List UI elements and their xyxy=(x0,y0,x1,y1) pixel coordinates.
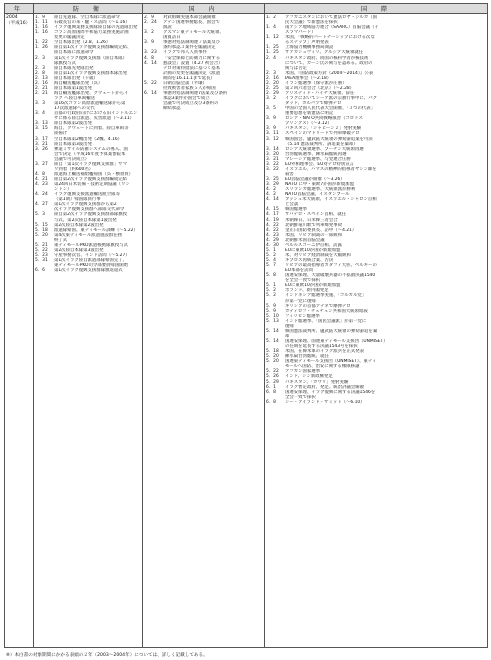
defense-event-text: 第1次イラク復興支援群隊旗返還式 xyxy=(54,268,123,274)
international-event-text: EU外相理事会、EU対テロ特別宣言 xyxy=(285,161,355,167)
domestic-event-text: 事態対処法制関連７法案及び xyxy=(163,40,221,46)
domestic-event-date: 3．23 xyxy=(144,50,157,56)
international-event-text: 民大会議）で新憲法を採択 xyxy=(285,20,338,26)
defense-event-text: ザに係る陸自派遣、災害派遣（～3.11） xyxy=(54,116,135,122)
defense-event-text: 陸自本隊先発隊出発 xyxy=(54,65,94,71)
international-event-text: ベルルスコーニ伊首相、訪露 xyxy=(285,242,342,248)
international-event-text: インド、シン新政権発足 xyxy=(285,374,333,380)
header-domestic: 国 内 xyxy=(143,4,265,14)
defense-event-date: 5．23 xyxy=(35,252,48,258)
defense-event-date: 1．22 xyxy=(35,40,48,46)
international-event-text: カディロフ・チェチェン共和国大統領暗殺 xyxy=(285,308,368,314)
international-event-date: 2．29 xyxy=(266,90,279,96)
international-event-date: 5．8 xyxy=(266,273,276,279)
defense-event-text: 東ティモールPKO派遣根拠隊旗授与式 xyxy=(54,242,128,248)
international-event-date: 5．7 xyxy=(266,263,276,269)
defense-events xyxy=(35,15,141,273)
international-event-date: 5．20 xyxy=(266,354,279,360)
defense-event-text: 第2次陸自本隊第2波出発 xyxy=(54,222,104,228)
international-event-date: 2．16 xyxy=(266,75,279,81)
defense-event-date: 2．21 xyxy=(35,90,48,96)
international-event-date: 5．14 xyxy=(266,339,279,344)
header-defense: 防 衛 xyxy=(34,4,143,14)
international-event-text: 中国の全国人民代表大会開催、「３つの代表」 xyxy=(285,106,376,112)
international-event-date: 5．2 xyxy=(266,252,276,258)
domestic-event-date: 2．9 xyxy=(144,15,154,20)
defense-event-text: 陸自第1次イラク復興支援群編成完結、 xyxy=(54,45,132,51)
defense-event-text: 第16次ゴラン高原派遣輸送隊から第 xyxy=(54,101,126,107)
international-event-date: 4．19 xyxy=(266,217,279,223)
international-event-date: 6．8 xyxy=(266,389,276,395)
international-event-text: パキスタン、「ガウリ」発射実験 xyxy=(285,379,349,385)
defense-event-text: 弾道ミサイル防衛システムの導入、国 xyxy=(54,146,128,152)
international-event-date: 1．12 xyxy=(266,35,279,41)
defense-event-date: 5．15 xyxy=(35,222,48,228)
international-event-text: マレーシア総選挙、与党連合圧勝 xyxy=(285,156,351,162)
international-event-date: 3．9 xyxy=(266,116,276,122)
defense-event-text: 派遣海上輸送補給艦帰国（呉・横須賀） xyxy=(54,171,134,177)
defense-event-date: 2．8 xyxy=(35,70,45,76)
international-event-text: 北朝鮮米国首脳会議 xyxy=(285,237,325,243)
international-event-date: 3．22 xyxy=(266,161,279,167)
international-event-text: ブッシュ米大統領、イスラエル・シャロン首相 xyxy=(285,197,377,203)
domestic-event-date: 4．14 xyxy=(144,60,157,66)
defense-event-text: 隊旗授与式 xyxy=(54,60,76,66)
international-event-date: 4．14 xyxy=(266,197,279,203)
international-event-text: NATO首脳会議、イスタンブール xyxy=(285,192,350,198)
international-event-date: 5．18 xyxy=(266,349,279,355)
international-event-text: モールへ国防、治安に関する権限移譲 xyxy=(285,364,360,370)
international-event-text: 上海協力機構事務局開設 xyxy=(285,45,334,51)
international-event-text: 米国、「戦略的パートナーシップにおける次な xyxy=(285,35,375,41)
international-event-text: アリスティド・ハイチ大統領、辞任 xyxy=(285,90,355,96)
international-event-date: 4．2 xyxy=(266,192,276,198)
year-cell xyxy=(5,14,34,648)
international-event-date: 4．2 xyxy=(266,187,276,193)
domestic-event-text: 条約承認３案件を閣議決定 xyxy=(163,45,216,51)
defense-event-text: イラク復興支援派遣輸送航空隊等 xyxy=(54,192,120,198)
defense-event-text: 第2次陸自本隊第3波出発 xyxy=(54,247,104,253)
defense-event-text: 第1次イラク陸自派遣部隊帰国完了、 xyxy=(54,258,128,263)
international-event-text: イラクにおいてシーア派の宗教行事中に、バグ xyxy=(285,96,377,101)
international-event-text: 却 xyxy=(285,333,290,339)
international-event-date: 5．10 xyxy=(266,313,279,319)
domestic-cell xyxy=(143,14,265,648)
international-event-text: 第２回六者会合（北京）（～2.28） xyxy=(285,85,355,91)
defense-event-date: 1．16 xyxy=(35,30,48,36)
international-event-text: 全会一致で採択 xyxy=(285,394,316,400)
defense-event-text: 派遣隊帰国、東ティモール訓練（～5.22） xyxy=(54,227,138,233)
defense-event-text: 17次派遣隊への交代 xyxy=(54,106,95,112)
international-event-text: 韓国総選挙 xyxy=(285,207,307,213)
domestic-event-text: 締結承認 xyxy=(163,106,181,112)
domestic-event-date xyxy=(144,106,163,111)
international-event-text: スリランカ総選挙、大統領派が勝利 xyxy=(285,187,356,193)
defense-event-date: 3．13 xyxy=(35,121,48,127)
international-event-date: 3．12 xyxy=(266,136,279,142)
international-event-text: イスラエル、ハマスの精神的指導者ヤシン師を xyxy=(285,166,377,172)
defense-event-text: 陸自本隊第3波出発 xyxy=(54,141,92,147)
international-event-date: 3．9 xyxy=(266,126,276,132)
defense-event-date: 2．21 xyxy=(35,85,48,91)
international-event-date: 1．4 xyxy=(266,25,276,31)
international-event-text: EUに東欧10か国が新規加盟 xyxy=(285,283,341,289)
international-event-date: 4．22 xyxy=(266,222,279,228)
international-event-text: 金正日国防委員長、訪中（～4.21） xyxy=(285,227,357,233)
international-event-text: EUに東欧10か国が新規加盟 xyxy=(285,247,341,253)
defense-event-text: 第24回日米装備・技術定期協議（ワシ xyxy=(54,182,130,188)
domestic-event-text: 「安全保障と防衛力に関する xyxy=(163,55,221,61)
defense-event-date: 3．15 xyxy=(35,126,48,132)
international-event-text: 北朝鮮竜川駅で列車爆発事故 xyxy=(285,222,343,228)
defense-event-date: 4．27 xyxy=(35,202,48,208)
international-event-text: キプロス再統合案、否決 xyxy=(285,258,334,263)
international-event-text: スラマバード） xyxy=(285,30,316,36)
international-event-text: 米、対リビア経済制裁を大幅緩和 xyxy=(285,252,351,258)
international-event-date: 3．2 xyxy=(266,96,276,101)
defense-event-text: 第4次東ティモール派遣施設群任務 xyxy=(54,232,123,238)
international-event-text: を全会一致で採択 xyxy=(285,278,321,284)
international-event-text: リビアの最高指導者カダフィ大佐、ベルギーの xyxy=(285,263,377,269)
international-event-text: （5.14 憲法裁判所、訴追案を棄却） xyxy=(285,141,358,147)
defense-event-date: 3．3 xyxy=(35,101,45,107)
domestic-event-text: 拉致被害者家族５人が帰国 xyxy=(163,85,216,91)
international-event-text: イラン総選挙（保守派が圧勝） xyxy=(285,80,347,86)
international-event-text: IAEA理事会（～2.18） xyxy=(285,75,332,81)
international-event-date: 5．4 xyxy=(266,258,276,263)
international-event-text: パキスタン、「シャヒーン２」発射実験 xyxy=(285,126,362,132)
international-event-text: 米国、リビア制裁の一部緩和 xyxy=(285,232,343,238)
defense-event-date: 5．22 xyxy=(35,247,48,253)
domestic-event-date: 5．22 xyxy=(144,80,157,86)
international-event-text: ロシア大統領選挙、プーチン大統領再選 xyxy=(285,146,364,152)
international-event-text: 復帰 xyxy=(285,323,294,329)
defense-event-date: 1．11 xyxy=(35,20,48,26)
defense-event-date: 4．21 xyxy=(35,177,48,182)
international-event-text: フィリピン総選挙 xyxy=(285,313,320,319)
international-event-date: 1．2 xyxy=(266,15,276,20)
international-event-text: が第一党に復帰 xyxy=(285,298,316,304)
international-event-text: サアカシュヴィリ、グルジア大統領就任 xyxy=(285,50,364,56)
international-event-date: 5．9 xyxy=(266,303,276,309)
defense-event-text: 陸自本隊に派遣命令 xyxy=(54,50,94,56)
defense-event-date: 2．16 xyxy=(35,80,48,86)
international-event-date: 3．22 xyxy=(266,166,279,172)
international-event-text: アフガニスタンにおいて憲法ロヤ・ジルガ（国 xyxy=(285,15,378,20)
international-event-date: 5．1 xyxy=(266,283,276,289)
international-event-text: 重要思想を新憲法に明記 xyxy=(285,111,334,117)
defense-event-date: 4．8 xyxy=(35,171,45,177)
international-event-text: シー・アイランド・サミット（～6.10） xyxy=(285,399,365,405)
international-event-text: EU本部を訪問 xyxy=(285,268,313,274)
defense-event-text: 首都の行政府向けにおける旧イントルエン xyxy=(54,111,138,117)
international-event-text: NATO に中・東欧7か国が新規加盟 xyxy=(285,182,354,188)
international-event-text: ロシア・NATO共同戦略演習（コロドス xyxy=(285,116,363,122)
defense-event-text: ゴラン高原国際平和協力業務実施計画 xyxy=(54,30,129,36)
international-event-text: 米国、『国防政策方針（2004～2014）』公表 xyxy=(285,70,374,76)
international-event-date: 5．20 xyxy=(266,359,279,365)
year-label: 2004 xyxy=(6,15,18,20)
defense-event-text: 陸自本隊出発（千歳） xyxy=(54,75,98,81)
defense-event-text: 会議で可決成立） xyxy=(54,156,90,162)
defense-event-text: 海自、クウェートに到着、陸自車両等 xyxy=(54,126,129,132)
defense-event-text: 石破長官の来・騒・ス訪問（～1.16） xyxy=(54,20,130,26)
year-row xyxy=(5,14,488,648)
international-event-text: ボランド、新内閣発足 xyxy=(285,288,329,294)
defense-event-text: 与式、第2次陸自本隊第1波出発 xyxy=(54,217,117,223)
defense-event-date: 3．17 xyxy=(35,136,48,142)
international-event-date: 3．14 xyxy=(266,146,279,152)
defense-event-text: 海自輸送艦隊出発（呉） xyxy=(54,80,103,86)
domestic-event-text: 承認3案件が国会で成立 xyxy=(163,96,210,101)
defense-event-date: 1．26 xyxy=(35,45,48,51)
defense-event-date: 4．24 xyxy=(35,192,48,198)
international-event-text: 関与は否定 xyxy=(285,65,307,71)
international-event-date: 3．25 xyxy=(266,177,279,182)
domestic-event-text: 日朝首脳会談（平壌） xyxy=(163,80,207,86)
defense-event-text: 次イラク復興支援群へ部隊交代命令 xyxy=(54,207,125,213)
header-year: 年 xyxy=(5,4,34,14)
international-event-date: 3．20 xyxy=(266,151,279,157)
international-event-date: 5．14 xyxy=(266,328,279,334)
domestic-event-text: 演説 xyxy=(163,25,172,31)
international-event-date: 3．29 xyxy=(266,182,279,188)
international-event-text: について、カーン氏の関与を認める。政府の xyxy=(285,60,373,66)
international-event-text: 殺害 xyxy=(285,171,294,177)
domestic-events xyxy=(144,15,263,111)
defense-event-text: 陸自第2次イラク復興支援群部隊旗授 xyxy=(54,212,128,218)
international-event-text: インドネシア総選挙実施、「ゴルカル党」 xyxy=(285,293,367,299)
international-event-text: 国連安保理、大量破壊兵器の不拡散決議1540 xyxy=(285,273,376,279)
defense-event-text: 空自本隊第2機出発（2機、4.16） xyxy=(54,136,123,142)
domestic-event-text: 計画の変更を閣議決定（派遣 xyxy=(163,70,221,76)
defense-event-date: 3．26 xyxy=(35,146,48,152)
defense-cell xyxy=(34,14,143,648)
international-event-date: 4．22 xyxy=(266,227,279,233)
defense-event-text: 陸自本隊第2波出発 xyxy=(54,121,92,127)
defense-event-text: ントン） xyxy=(54,187,72,193)
international-event-date: 2．20 xyxy=(266,80,279,86)
international-event-text: 韓国国会、盧武鉉大統領の弾劾訴追案を可決 xyxy=(285,136,373,142)
domestic-event-text: 国賓訪日 xyxy=(163,35,181,41)
domestic-event-text: グズマン東ティモール大統領、 xyxy=(163,30,224,36)
domestic-event-text: 事態対処法制関連7法案及び条約 xyxy=(163,90,228,96)
international-event-text: スペインのマドリードで列車爆破テロ xyxy=(285,131,360,137)
international-event-date: 3．5 xyxy=(266,106,276,112)
international-event-text: 国連安保理、イラク復興に関する決議1546を xyxy=(285,389,376,395)
defense-event-text: ラク へ陸自車両輸送 xyxy=(54,96,95,101)
defense-event-text: 陸自第1次イラク復興支援群本隊出発 xyxy=(54,70,128,76)
international-event-date: 1．25 xyxy=(266,45,279,51)
international-event-text: ダッド、カルバラで爆弾テロ xyxy=(285,101,342,107)
defense-event-text: イラク復興業務支援隊陸自隊の先遣隊出発 xyxy=(54,25,138,31)
domestic-event-text: 会議で可決成立及び3条約の xyxy=(163,101,219,107)
defense-event-date: 3．27 xyxy=(35,161,48,167)
international-event-text: 米朝韓日、日米韓三者会合 xyxy=(285,217,338,223)
international-event-text: 韓国憲法裁判所、盧武鉉大統領の弾劾訴追を棄 xyxy=(285,328,378,334)
defense-event-date: 1．16 xyxy=(35,25,48,31)
footnote: ※）本白書の対象期間にかかる表頭の２年（2003～2004年）については、詳しく記載してある。 xyxy=(6,653,208,658)
defense-event-date: 2．3 xyxy=(35,65,45,71)
defense-event-text: 終了式 xyxy=(54,237,68,243)
international-event-text: 陳水扁台湾総統、就任 xyxy=(285,354,329,360)
international-event-date: 3．11 xyxy=(266,131,279,137)
defense-event-text: 東ティモールPKO司令部要員帰国開始 xyxy=(54,263,128,269)
international-event-date: 3．21 xyxy=(266,156,279,162)
international-event-text: サパテロ・スペイン首相、就任 xyxy=(285,212,347,218)
defense-event-text: 陸自本隊第1波出発 xyxy=(54,85,92,91)
international-event-date: 6．1 xyxy=(266,384,276,390)
international-event-date: 5．9 xyxy=(266,308,276,314)
defense-event-text: 第1次イラク復興支援群（陸自本隊） xyxy=(54,55,128,61)
international-event-date: 5．2 xyxy=(266,293,276,299)
domestic-event-text: 懇談会」設置（4.27 初会合） xyxy=(163,60,223,66)
defense-event-text: 第1次イラク復興支援群から第2 xyxy=(54,202,117,208)
international-event-date: 5．2 xyxy=(266,288,276,294)
defense-event-date: 2．13 xyxy=(35,75,48,81)
header-international: 国 際 xyxy=(265,4,488,14)
international-event-date: 1．25 xyxy=(266,50,279,56)
defense-event-date: 5．20 xyxy=(35,232,48,238)
defense-event-text: 空自本隊出発（2.8、1.26） xyxy=(54,40,111,46)
defense-event-date: 6．6 xyxy=(35,268,45,274)
international-event-text: パキスタン政府、同国の核科学者が核技術 xyxy=(285,55,369,61)
domestic-event-date: 3．9 xyxy=(144,40,154,46)
domestic-event-text: アテン国連事務総長、国会で xyxy=(163,20,220,26)
domestic-event-text: 期間を16.11.1まで延長） xyxy=(163,75,215,81)
domestic-event-text: テロ対策特措法に基づく基本 xyxy=(163,65,221,71)
defense-event-date: 3．4 xyxy=(35,111,45,117)
international-event-text: プリングス）（～3.12） xyxy=(285,121,332,127)
international-event-text: 南アジア地域協力連合（SAARC）首脳会議（イ xyxy=(285,25,379,31)
international-event-text: EU首脳会議が開催（～3.26） xyxy=(285,177,345,182)
defense-event-text: ワ到着（約600名） xyxy=(54,166,94,172)
domestic-event-date: 3．2 xyxy=(144,30,154,36)
defense-event-text: 陸揚げ xyxy=(54,131,68,137)
international-event-text: 国連東ティモール支援団（UNMISET）、東ティ xyxy=(285,359,377,365)
international-event-date: 2．3 xyxy=(266,70,276,76)
chronology-table xyxy=(4,3,488,648)
defense-event-text: （第1期）帰国隊員行事 xyxy=(54,197,101,203)
international-event-text: 台湾総統選挙、陳水扁総統再選 xyxy=(285,151,347,157)
international-event-date: 4．29 xyxy=(266,237,279,243)
defense-event-date: 3．21 xyxy=(35,141,48,147)
defense-event-text: 陸自「第1次イラク復興支援群」サマ xyxy=(54,161,128,167)
defense-event-text: 陸自第2次イラク復興支援群編成完結 xyxy=(54,177,128,182)
defense-event-date: 4．23 xyxy=(35,182,48,188)
header-row xyxy=(5,4,488,14)
international-event-text: ギリシアの首都アテネで爆弾テロ xyxy=(285,303,351,309)
international-event-date: 2．4 xyxy=(266,55,276,61)
domestic-event-date: 6．14 xyxy=(144,90,157,96)
international-event-date: 6．8 xyxy=(266,399,276,405)
international-event-text: イラク暫定政府、発足。統治評議会解散 xyxy=(285,384,365,390)
defense-event-text: 守屋事務次官、インド訪問（～5.27） xyxy=(54,252,130,258)
domestic-event-text: 対武組織実施本部会議開催 xyxy=(163,15,216,20)
international-event-text: 国連安保理、国連東ティモール支援団（UNMISET） xyxy=(285,339,388,344)
international-cell xyxy=(265,14,488,648)
international-event-date: 4．23 xyxy=(266,232,279,238)
defense-event-text: 会で決定（平成16年度予算案参院本 xyxy=(54,151,126,157)
domestic-event-text: イラクで邦人人質事件 xyxy=(163,50,207,56)
international-event-text: るステップ」声明発表 xyxy=(285,40,329,46)
era-label: （平成16） xyxy=(6,20,31,26)
defense-event-date: 5．31 xyxy=(35,258,48,263)
international-event-text: 米国、在韓米軍のイラク派兵を正式発表 xyxy=(285,349,365,355)
defense-event-date: 5．3 xyxy=(35,212,45,218)
defense-event-text: 変更の閣議決定 xyxy=(54,35,85,41)
international-event-text: インド総選挙、「国民会議派」が第一党に xyxy=(285,318,367,324)
international-event-text: の任期を延長する決議1543号を採択 xyxy=(285,344,358,350)
international-event-date: 5．29 xyxy=(266,379,279,385)
domestic-event-date: 4．8 xyxy=(144,55,154,61)
international-event-text: アフガン国家選挙 xyxy=(285,369,321,375)
domestic-event-date: 2．24 xyxy=(144,20,157,26)
international-event-date: 5．22 xyxy=(266,369,279,375)
international-event-date: 4．30 xyxy=(266,242,279,248)
international-event-date: 5．26 xyxy=(266,374,279,380)
international-event-date: 4．17 xyxy=(266,212,279,218)
defense-event-date: 1．9 xyxy=(35,15,45,20)
defense-event-text: 陸自先遣隊、空自本隊に派遣命令 xyxy=(54,15,120,20)
international-event-date: 5．13 xyxy=(266,318,279,324)
international-event-date: 2．25 xyxy=(266,85,279,91)
defense-event-date: 5．18 xyxy=(35,227,48,233)
defense-event-date: 2．3 xyxy=(35,55,45,61)
international-event-date: 4．15 xyxy=(266,207,279,213)
international-event-date: 5．1 xyxy=(266,247,276,253)
defense-event-text: 海自輸送艦隊出発、クウェートからイ xyxy=(54,90,129,96)
international-event-text: と会談 xyxy=(285,202,299,208)
international-events xyxy=(266,15,486,405)
defense-event-date: 5．21 xyxy=(35,242,48,248)
